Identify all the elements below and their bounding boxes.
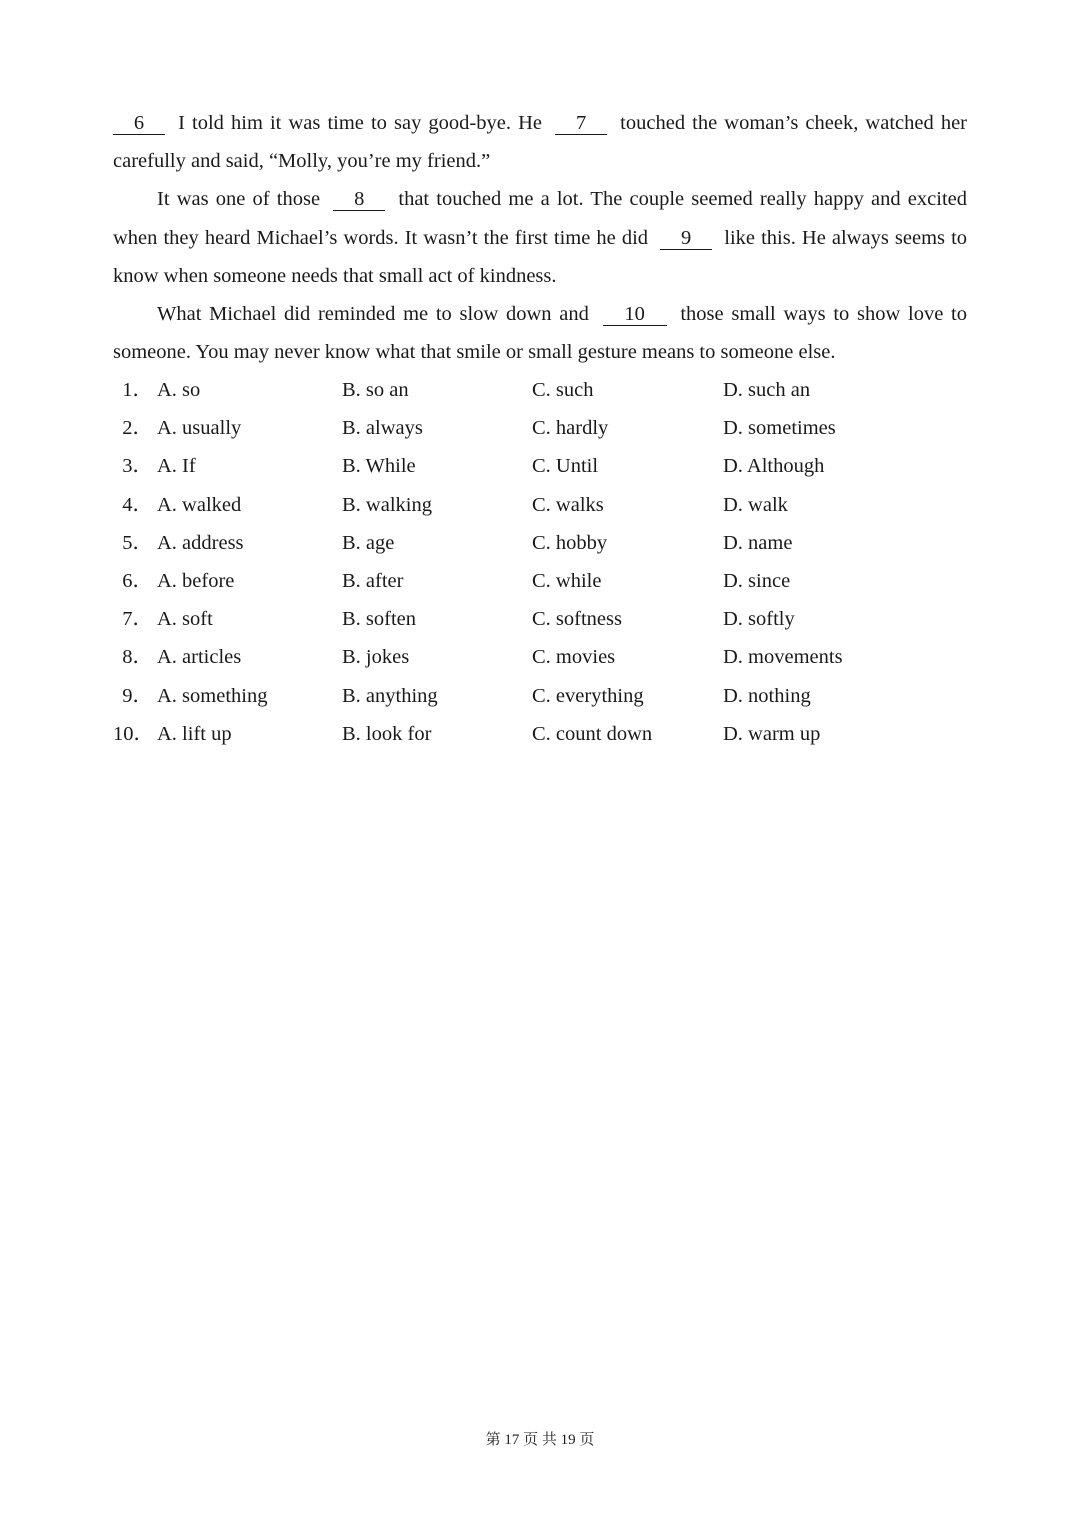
- option-d: D. warm up: [723, 722, 821, 745]
- blank-10: 10: [603, 303, 667, 326]
- option-c: C. while: [532, 569, 602, 592]
- option-row: [113, 600, 973, 638]
- option-a: A. walked: [157, 493, 242, 516]
- paragraph-2: [113, 180, 967, 295]
- option-b: B. anything: [342, 684, 438, 707]
- option-d: D. walk: [723, 493, 788, 516]
- paragraph-3-text-1: What Michael did reminded me to slow down and: [157, 303, 589, 326]
- cloze-passage: [113, 104, 967, 371]
- option-a: A. articles: [157, 646, 242, 669]
- option-b: B. always: [342, 417, 423, 440]
- answer-options-list: [113, 371, 973, 753]
- option-a: A. lift up: [157, 722, 232, 745]
- option-row: [113, 486, 973, 524]
- option-row: [113, 715, 973, 753]
- page-footer: 第 17 页 共 19 页: [485, 1432, 595, 1448]
- option-c: C. everything: [532, 684, 644, 707]
- option-a: A. something: [157, 684, 268, 707]
- option-a: A. soft: [157, 608, 213, 631]
- paragraph-3: [113, 295, 967, 371]
- option-d: D. such an: [723, 379, 811, 401]
- option-b: B. While: [342, 455, 416, 478]
- paragraph-2-text-2: that touched me a lot. The couple seemed really happy and excited when they heard Michael’s words. It wasn’t the first time he did: [113, 188, 967, 249]
- option-c: C. softness: [532, 608, 622, 631]
- option-a: A. usually: [157, 417, 242, 440]
- paragraph-1: [113, 104, 967, 180]
- paragraph-1-text-1: I told him it was time to say good-bye. He: [178, 112, 542, 134]
- option-c: C. walks: [532, 493, 604, 516]
- option-row: [113, 447, 973, 485]
- option-d: D. softly: [723, 608, 795, 631]
- option-d: D. name: [723, 531, 793, 554]
- option-b: B. after: [342, 569, 404, 592]
- option-b: B. age: [342, 531, 395, 554]
- question-number: 1．: [122, 379, 153, 401]
- paragraph-2-text-1: It was one of those: [157, 188, 321, 211]
- option-c: C. hobby: [532, 531, 608, 554]
- blank-7: 7: [555, 112, 607, 135]
- option-d: D. since: [723, 569, 791, 592]
- question-number: 8．: [122, 646, 153, 669]
- option-a: A. address: [157, 531, 244, 554]
- option-d: D. movements: [723, 646, 843, 669]
- option-c: C. count down: [532, 722, 653, 745]
- paragraph-1-text-2: touched the woman’s cheek, watched her carefully and said, “Molly, you’re my friend.”: [113, 112, 967, 173]
- blank-8: 8: [333, 188, 385, 211]
- option-a: A. before: [157, 569, 235, 592]
- option-a: A. so: [157, 379, 201, 401]
- question-number: 4．: [122, 493, 153, 516]
- paragraph-2-text-3: like this. He always seems to know when someone needs that small act of kindness.: [113, 226, 968, 287]
- question-number: 7．: [122, 608, 153, 631]
- question-number: 6．: [122, 569, 153, 592]
- option-d: D. sometimes: [723, 417, 836, 440]
- option-d: D. Although: [723, 455, 825, 478]
- option-b: B. soften: [342, 608, 417, 631]
- option-row: [113, 677, 973, 715]
- question-number: 3．: [122, 455, 153, 478]
- question-number: 5．: [122, 531, 153, 554]
- option-row: [113, 524, 973, 562]
- option-c: C. movies: [532, 646, 616, 669]
- option-b: B. walking: [342, 493, 432, 516]
- blank-6: 6: [113, 112, 165, 135]
- option-row: [113, 562, 973, 600]
- option-c: C. such: [532, 379, 594, 401]
- paragraph-3-text-2: those small ways to show love to someone. You may never know what that smile or small gesture means to someone else.: [113, 303, 967, 364]
- question-number: 9．: [122, 684, 153, 707]
- option-a: A. If: [157, 455, 196, 478]
- option-row: [113, 638, 973, 676]
- option-b: B. jokes: [342, 646, 410, 669]
- option-b: B. so an: [342, 379, 409, 401]
- option-d: D. nothing: [723, 684, 811, 707]
- option-row: [113, 371, 973, 409]
- blank-9: 9: [660, 227, 712, 250]
- question-number: 10．: [113, 722, 154, 745]
- option-row: [113, 409, 973, 447]
- option-b: B. look for: [342, 722, 432, 745]
- option-c: C. hardly: [532, 417, 609, 440]
- question-number: 2．: [122, 417, 153, 440]
- option-c: C. Until: [532, 455, 599, 478]
